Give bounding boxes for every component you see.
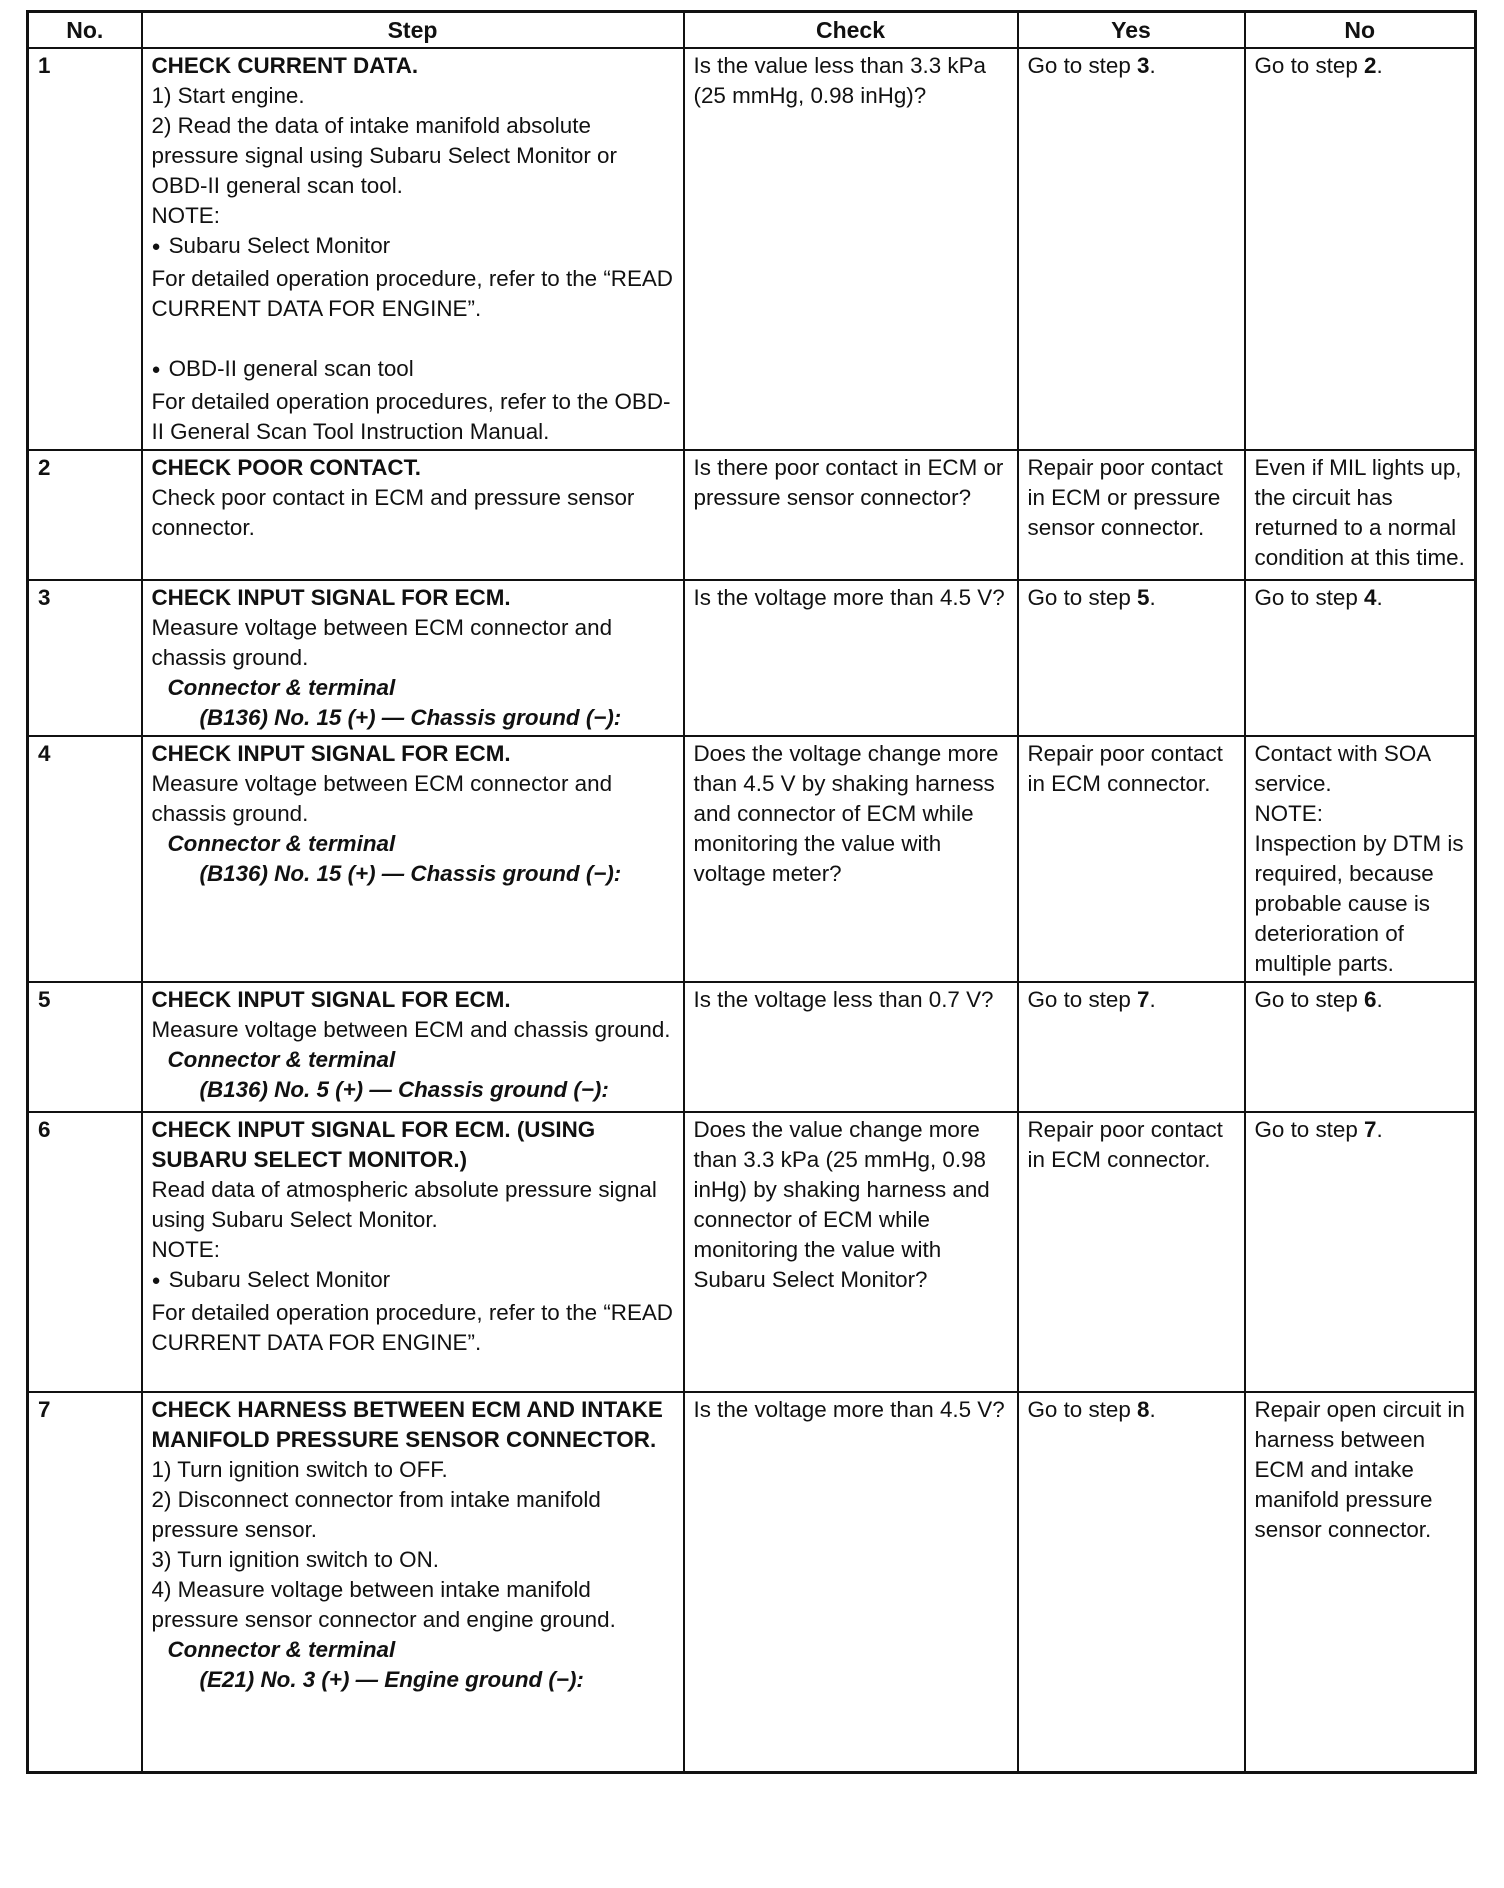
yes-end: .: [1149, 987, 1156, 1012]
no-cell: [1245, 48, 1476, 450]
step-line: 4) Measure voltage between intake manifold pressure sensor connector and engine ground.: [151, 1577, 616, 1632]
step-line: 2) Read the data of intake manifold absolute pressure signal using Subaru Select Monitor or OBD-II general scan tool.: [151, 113, 617, 198]
step-cell: [142, 736, 684, 982]
header-step: Step: [142, 12, 684, 49]
table-row: [28, 1392, 1476, 1772]
yes-step-ref: 3: [1137, 53, 1150, 78]
step-line: 1) Turn ignition switch to OFF.: [151, 1457, 448, 1482]
header-check: Check: [684, 12, 1018, 49]
no-text: Go to step: [1254, 1117, 1358, 1142]
table-row: [28, 1112, 1476, 1392]
step-line: For detailed operation procedures, refer to the OBD-II General Scan Tool Instruction Manual.: [151, 389, 671, 444]
step-number: 1: [28, 48, 142, 450]
step-line: Measure voltage between ECM connector and chassis ground.: [151, 615, 613, 670]
no-end: .: [1376, 1117, 1383, 1142]
no-text: Go to step: [1254, 585, 1358, 610]
step-number: 5: [28, 982, 142, 1112]
step-title: CHECK INPUT SIGNAL FOR ECM.: [151, 741, 511, 766]
header-yes: Yes: [1018, 12, 1245, 49]
yes-text: Go to step: [1027, 1397, 1131, 1422]
yes-cell: Repair poor contact in ECM connector.: [1018, 736, 1245, 982]
table-row: [28, 580, 1476, 736]
no-end: .: [1376, 987, 1383, 1012]
check-cell: Is the value less than 3.3 kPa (25 mmHg, 0.98 inHg)?: [684, 48, 1018, 450]
yes-step-ref: 5: [1137, 585, 1150, 610]
step-number: 7: [28, 1392, 142, 1772]
no-line: Contact with SOA service.: [1254, 741, 1430, 796]
step-title: CHECK CURRENT DATA.: [151, 53, 419, 78]
no-cell: [1245, 1112, 1476, 1392]
table-row: [28, 48, 1476, 450]
diagnostic-table: [26, 10, 1477, 1774]
yes-text: Go to step: [1027, 585, 1131, 610]
table-row: [28, 450, 1476, 580]
step-number: 6: [28, 1112, 142, 1392]
no-cell: [1245, 736, 1476, 982]
check-cell: Does the voltage change more than 4.5 V by shaking harness and connector of ECM while monitoring the value with voltage meter?: [684, 736, 1018, 982]
check-cell: Is the voltage more than 4.5 V?: [684, 1392, 1018, 1772]
step-title: CHECK HARNESS BETWEEN ECM AND INTAKE MANIFOLD PRESSURE SENSOR CONNECTOR.: [151, 1397, 663, 1452]
step-line: 3) Turn ignition switch to ON.: [151, 1547, 439, 1572]
step-line: For detailed operation procedure, refer to the “READ CURRENT DATA FOR ENGINE”.: [151, 1300, 673, 1355]
no-step-ref: 7: [1364, 1117, 1377, 1142]
yes-cell: [1018, 1392, 1245, 1772]
no-end: .: [1376, 53, 1383, 78]
table-row: [28, 736, 1476, 982]
step-cell: [142, 48, 684, 450]
step-cell: [142, 1392, 684, 1772]
step-number: 4: [28, 736, 142, 982]
header-no: No.: [28, 12, 142, 49]
no-end: .: [1376, 585, 1383, 610]
bullet-item: ● OBD-II general scan tool: [152, 354, 675, 387]
terminal-spec: (B136) No. 15 (+) — Chassis ground (−):: [199, 705, 622, 730]
connector-label: Connector & terminal: [167, 831, 396, 856]
table-row: [28, 982, 1476, 1112]
yes-cell: [1018, 982, 1245, 1112]
terminal-spec: (B136) No. 5 (+) — Chassis ground (−):: [199, 1077, 609, 1102]
step-line: Check poor contact in ECM and pressure sensor connector.: [151, 485, 635, 540]
step-title: CHECK INPUT SIGNAL FOR ECM.: [151, 585, 511, 610]
no-text: Go to step: [1254, 53, 1358, 78]
step-title: CHECK INPUT SIGNAL FOR ECM. (USING SUBARU SELECT MONITOR.): [151, 1117, 596, 1172]
no-step-ref: 2: [1364, 53, 1377, 78]
no-text: Go to step: [1254, 987, 1358, 1012]
step-number: 2: [28, 450, 142, 580]
step-line: 2) Disconnect connector from intake manifold pressure sensor.: [151, 1487, 601, 1542]
step-line: Measure voltage between ECM and chassis ground.: [151, 1017, 671, 1042]
step-cell: [142, 450, 684, 580]
header-no-result: No: [1245, 12, 1476, 49]
bullet-item: ● Subaru Select Monitor: [152, 231, 675, 264]
step-title: CHECK INPUT SIGNAL FOR ECM.: [151, 987, 511, 1012]
step-line: Read data of atmospheric absolute pressure signal using Subaru Select Monitor.: [151, 1177, 657, 1232]
terminal-spec: (E21) No. 3 (+) — Engine ground (−):: [199, 1667, 584, 1692]
no-step-ref: 4: [1364, 585, 1377, 610]
no-cell: [1245, 580, 1476, 736]
connector-label: Connector & terminal: [167, 1047, 396, 1072]
diagnostic-procedure-sheet: [26, 10, 1474, 1774]
terminal-spec: (B136) No. 15 (+) — Chassis ground (−):: [199, 861, 622, 886]
yes-cell: Repair poor contact in ECM connector.: [1018, 1112, 1245, 1392]
yes-end: .: [1149, 1397, 1156, 1422]
connector-label: Connector & terminal: [167, 1637, 396, 1662]
step-line: For detailed operation procedure, refer to the “READ CURRENT DATA FOR ENGINE”.: [151, 266, 673, 321]
step-note-label: NOTE:: [151, 203, 220, 228]
no-note-label: NOTE:: [1254, 801, 1323, 826]
spacer: [152, 324, 675, 354]
step-line: 1) Start engine.: [151, 83, 305, 108]
table-header-row: [28, 12, 1476, 49]
check-cell: Is the voltage more than 4.5 V?: [684, 580, 1018, 736]
no-cell: Even if MIL lights up, the circuit has returned to a normal condition at this time.: [1245, 450, 1476, 580]
no-cell: Repair open circuit in harness between ECM and intake manifold pressure sensor connector.: [1245, 1392, 1476, 1772]
yes-end: .: [1149, 585, 1156, 610]
yes-end: .: [1149, 53, 1156, 78]
yes-text: Go to step: [1027, 53, 1131, 78]
connector-label: Connector & terminal: [167, 675, 396, 700]
no-step-ref: 6: [1364, 987, 1377, 1012]
yes-cell: [1018, 48, 1245, 450]
step-number: 3: [28, 580, 142, 736]
yes-step-ref: 8: [1137, 1397, 1150, 1422]
step-cell: [142, 1112, 684, 1392]
check-cell: Does the value change more than 3.3 kPa (25 mmHg, 0.98 inHg) by shaking harness and connector of ECM while monitoring the value with Subaru Select Monitor?: [684, 1112, 1018, 1392]
step-cell: [142, 580, 684, 736]
yes-cell: [1018, 580, 1245, 736]
yes-text: Go to step: [1027, 987, 1131, 1012]
no-line: Inspection by DTM is required, because probable cause is deterioration of multiple parts.: [1254, 831, 1464, 976]
yes-cell: Repair poor contact in ECM or pressure sensor connector.: [1018, 450, 1245, 580]
check-cell: Is there poor contact in ECM or pressure sensor connector?: [684, 450, 1018, 580]
no-cell: [1245, 982, 1476, 1112]
step-cell: [142, 982, 684, 1112]
step-title: CHECK POOR CONTACT.: [151, 455, 422, 480]
check-cell: Is the voltage less than 0.7 V?: [684, 982, 1018, 1112]
bullet-item: ● Subaru Select Monitor: [152, 1265, 675, 1298]
step-note-label: NOTE:: [151, 1237, 220, 1262]
step-line: Measure voltage between ECM connector and chassis ground.: [151, 771, 613, 826]
yes-step-ref: 7: [1137, 987, 1150, 1012]
